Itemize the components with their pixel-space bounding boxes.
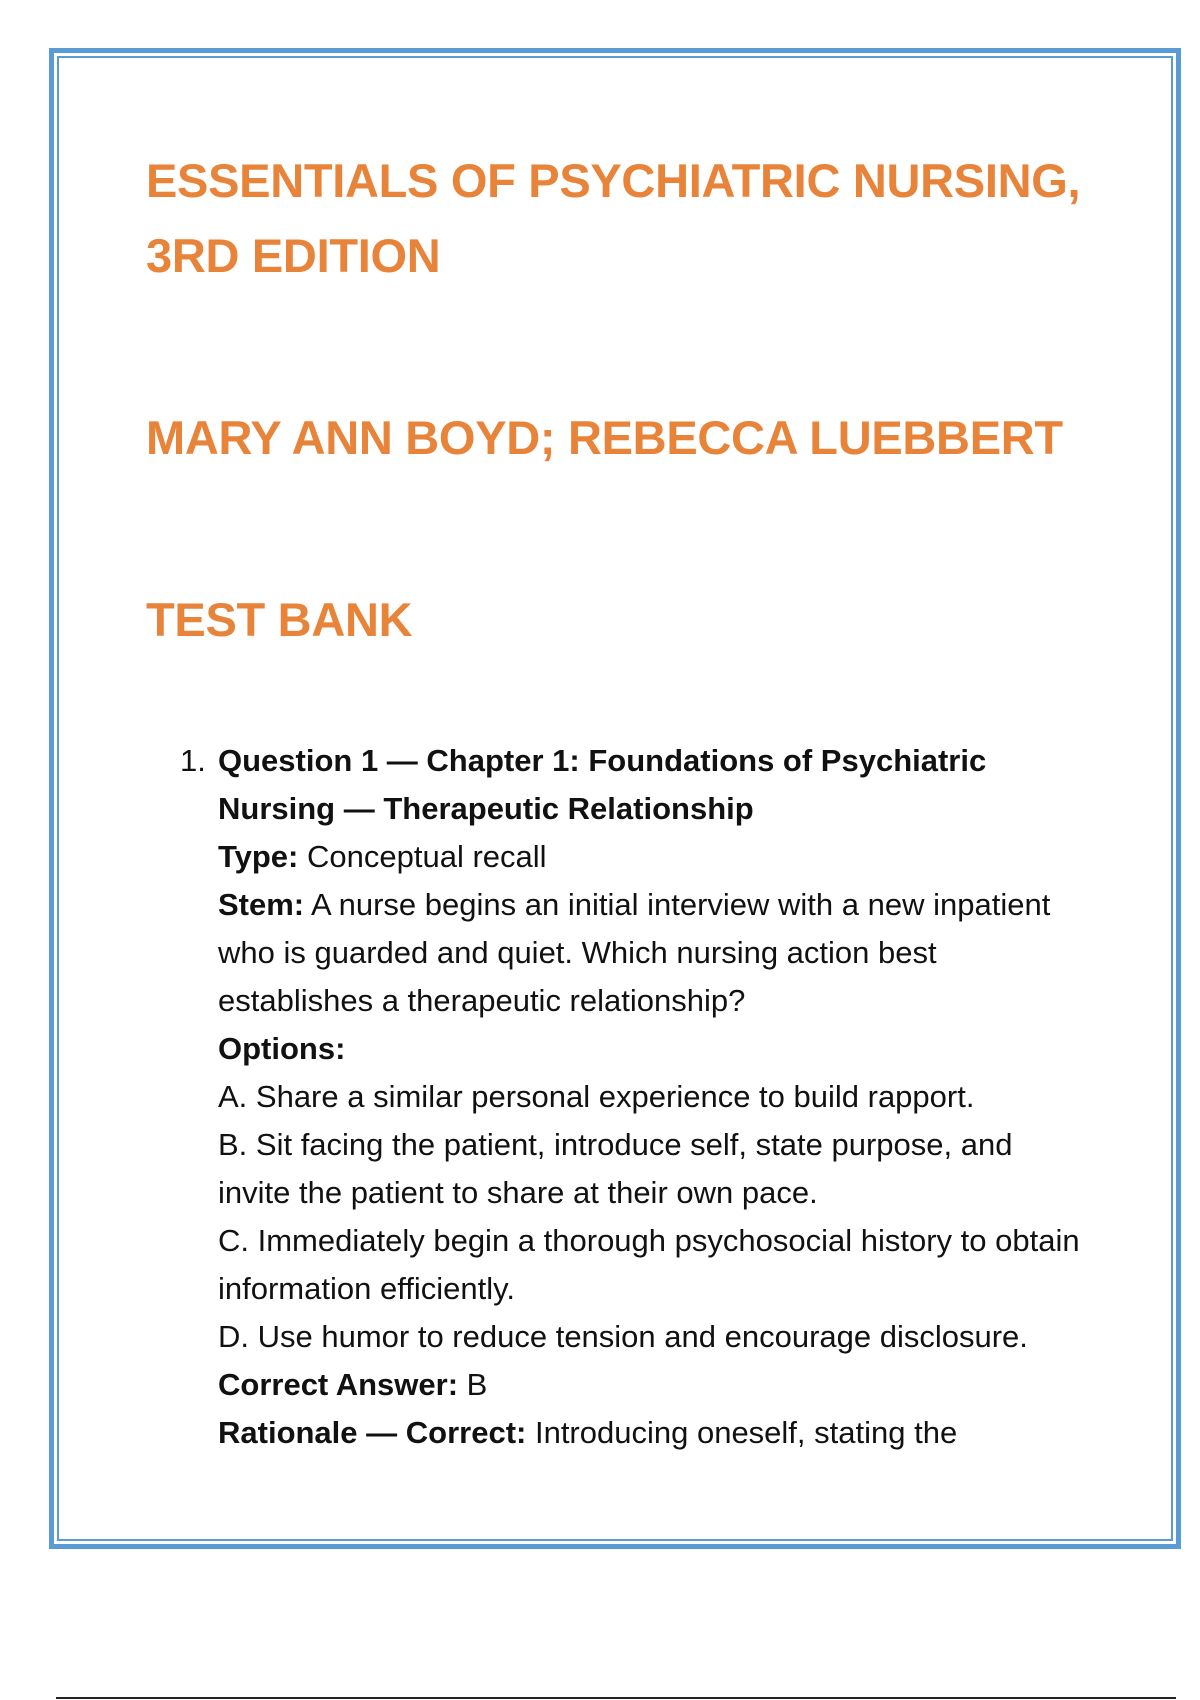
- bottom-divider: [56, 1697, 1176, 1699]
- question-body: [218, 737, 1090, 1457]
- question-stem: [218, 881, 1090, 1025]
- type-label: Type:: [218, 839, 299, 874]
- question-item: [180, 737, 1090, 1457]
- options-label: Options:: [218, 1031, 346, 1066]
- question-type: [218, 833, 1090, 881]
- option-a: A. Share a similar personal experience to build rapport.: [218, 1079, 975, 1114]
- question-number: 1.: [180, 743, 206, 778]
- option-b: B. Sit facing the patient, introduce self, state purpose, and invite the patient to share at their own pace.: [218, 1127, 1013, 1210]
- rationale-label: Rationale — Correct:: [218, 1415, 527, 1450]
- answer-value: B: [466, 1367, 488, 1402]
- rationale: [218, 1409, 1090, 1457]
- question-heading: Question 1 — Chapter 1: Foundations of Psychiatric Nursing — Therapeutic Relationship: [218, 743, 987, 826]
- answer-label: Correct Answer:: [218, 1367, 459, 1402]
- document-authors: MARY ANN BOYD; REBECCA LUEBBERT: [146, 411, 1063, 464]
- rationale-value: Introducing oneself, stating the: [534, 1415, 958, 1450]
- option-d: D. Use humor to reduce tension and encourage disclosure.: [218, 1319, 1028, 1354]
- option-c: C. Immediately begin a thorough psychosocial history to obtain information efficiently.: [218, 1223, 1080, 1306]
- type-value: Conceptual recall: [307, 839, 547, 874]
- document-title: ESSENTIALS OF PSYCHIATRIC NURSING, 3RD EDITION: [146, 154, 1081, 282]
- section-heading: TEST BANK: [146, 593, 413, 646]
- stem-value: A nurse begins an initial interview with a new inpatient who is guarded and quiet. Which nursing action best establishes a therapeutic relationship?: [218, 887, 1051, 1018]
- correct-answer: [218, 1361, 1090, 1409]
- stem-label: Stem:: [218, 887, 305, 922]
